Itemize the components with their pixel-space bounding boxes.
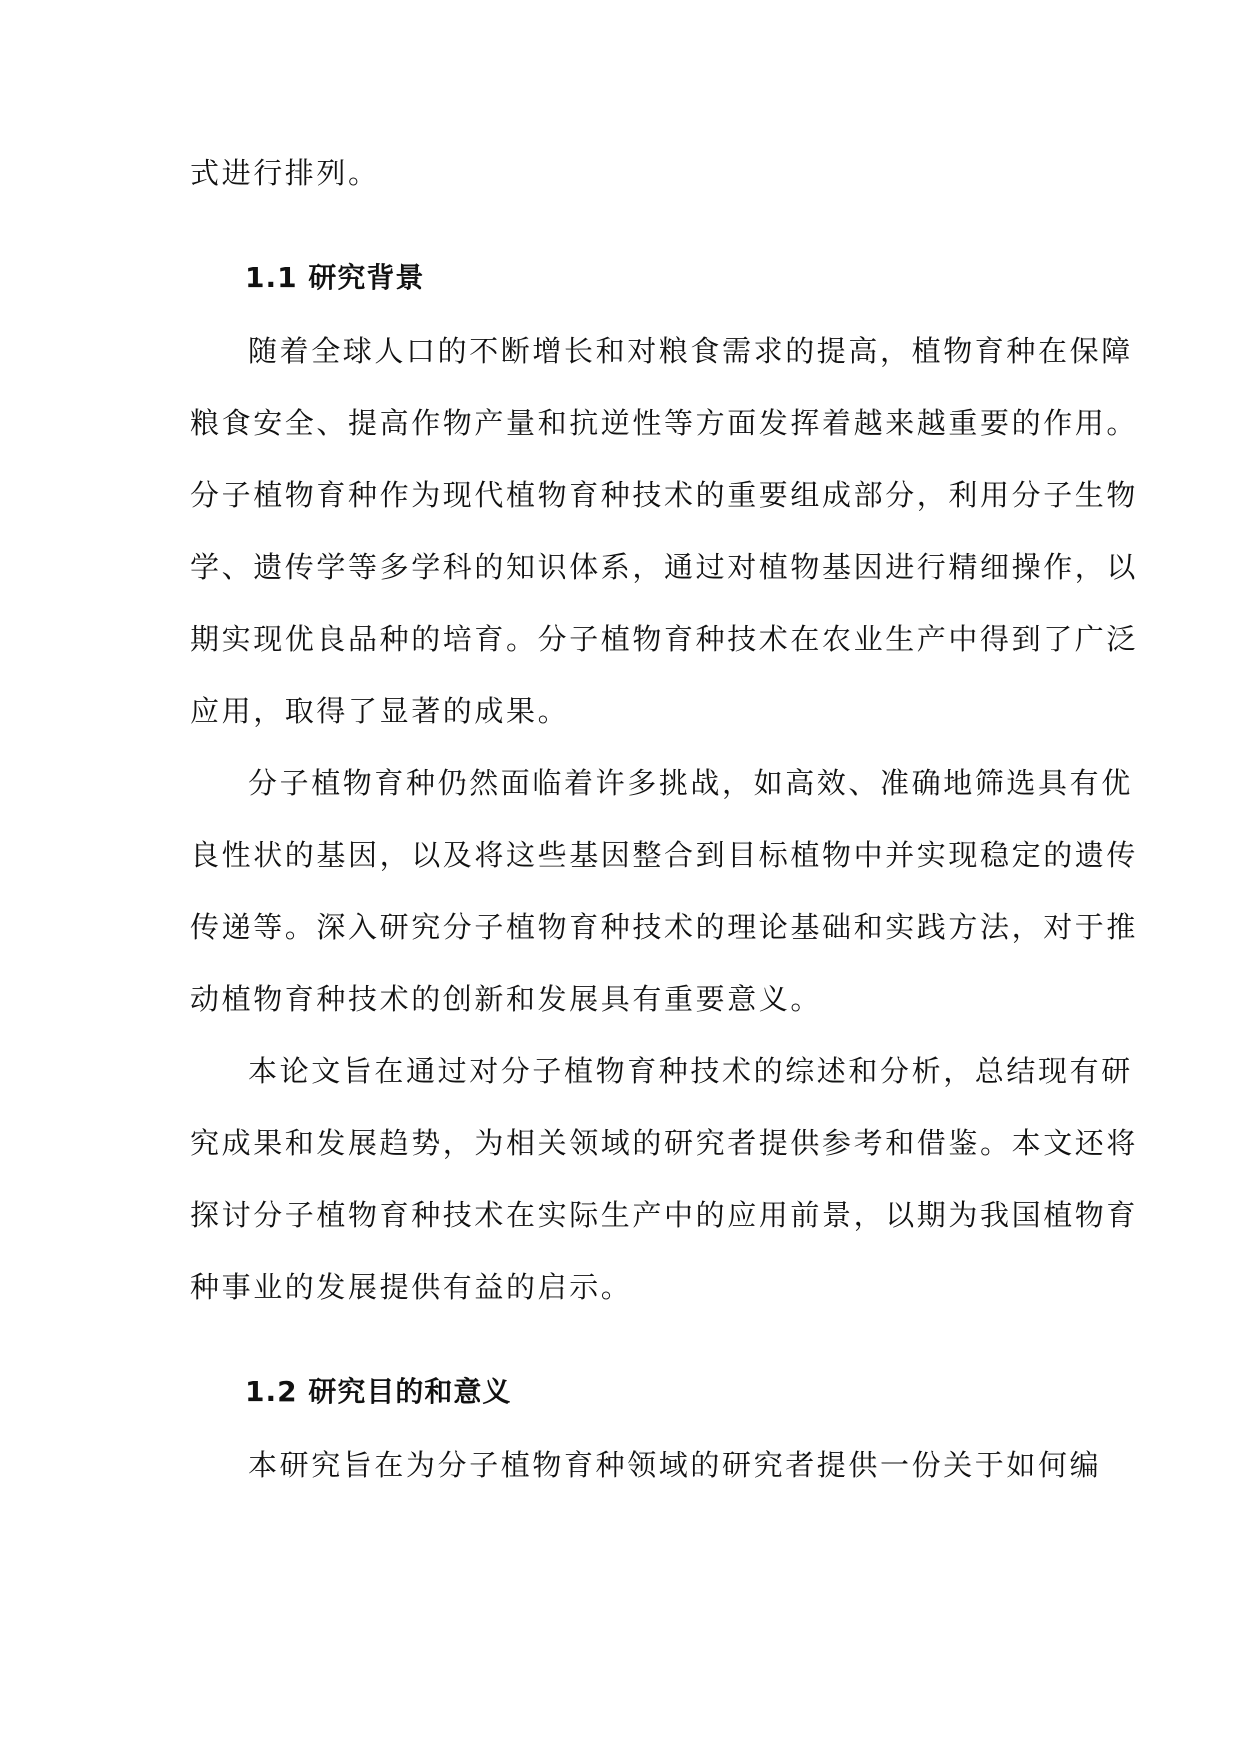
paragraph-line: 应用，取得了显著的成果。 xyxy=(190,694,570,728)
paragraph-line: 本论文旨在通过对分子植物育种技术的综述和分析，总结现有研 xyxy=(248,1054,1133,1088)
paragraph-line: 期实现优良品种的培育。分子植物育种技术在农业生产中得到了广泛 xyxy=(190,622,1139,656)
section-heading-1-1: 1.1 研究背景 xyxy=(245,261,425,294)
paragraph-line: 随着全球人口的不断增长和对粮食需求的提高，植物育种在保障 xyxy=(248,334,1133,368)
paragraph-line: 良性状的基因，以及将这些基因整合到目标植物中并实现稳定的遗传 xyxy=(190,838,1139,872)
paragraph-line: 传递等。深入研究分子植物育种技术的理论基础和实践方法，对于推 xyxy=(190,910,1139,944)
paragraph-line: 探讨分子植物育种技术在实际生产中的应用前景，以期为我国植物育 xyxy=(190,1198,1139,1232)
paragraph-line: 动植物育种技术的创新和发展具有重要意义。 xyxy=(190,982,823,1016)
paragraph-line: 究成果和发展趋势，为相关领域的研究者提供参考和借鉴。本文还将 xyxy=(190,1126,1139,1160)
paragraph-line: 种事业的发展提供有益的启示。 xyxy=(190,1270,633,1304)
section-heading-1-2: 1.2 研究目的和意义 xyxy=(245,1375,512,1408)
text-line: 式进行排列。 xyxy=(190,156,380,190)
paragraph-line: 分子植物育种仍然面临着许多挑战，如高效、准确地筛选具有优 xyxy=(248,766,1133,800)
paragraph-line: 本研究旨在为分子植物育种领域的研究者提供一份关于如何编 xyxy=(248,1448,1102,1482)
paragraph-line: 粮食安全、提高作物产量和抗逆性等方面发挥着越来越重要的作用。 xyxy=(190,406,1139,440)
paragraph-line: 学、遗传学等多学科的知识体系，通过对植物基因进行精细操作，以 xyxy=(190,550,1139,584)
paragraph-line: 分子植物育种作为现代植物育种技术的重要组成部分，利用分子生物 xyxy=(190,478,1139,512)
